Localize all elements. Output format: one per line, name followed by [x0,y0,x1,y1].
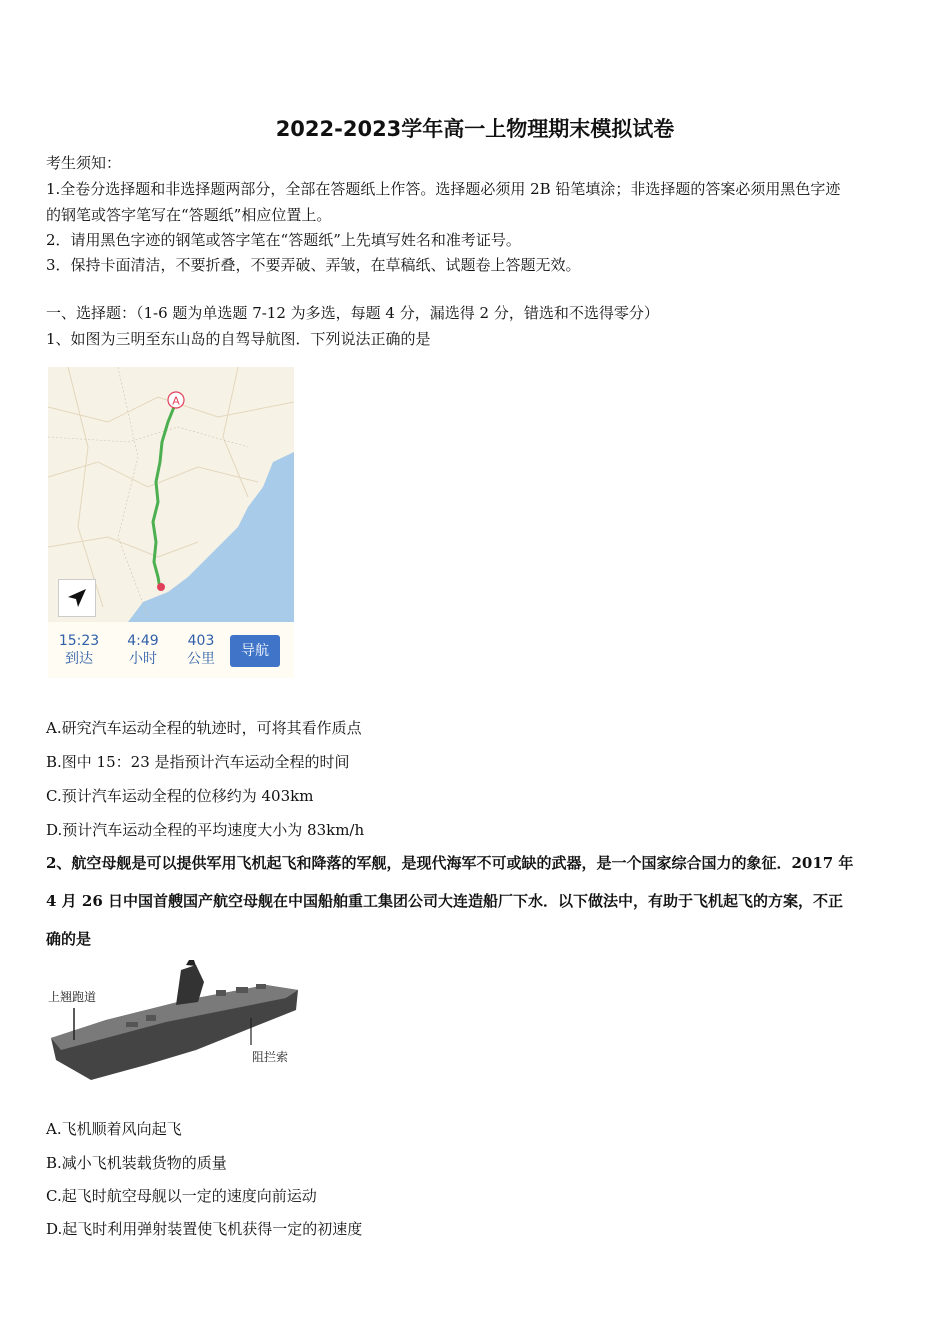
start-marker-label: A [172,394,180,408]
navigation-map [48,367,294,678]
navigation-arrow-icon [59,580,95,616]
q1-stem: 1、如图为三明至东山岛的自驾导航图．下列说法正确的是 [46,330,431,348]
distance-stat [176,632,226,668]
notice-item-1b: 的钢笔或答字笔写在“答题纸”相应位置上。 [46,206,332,224]
locate-button[interactable] [58,579,96,617]
notice-item-2: 2．请用黑色字迹的钢笔或答字笔在“答题纸”上先填写姓名和准考证号。 [46,231,521,249]
q2-option-a: A.飞机顺着风向起飞 [46,1120,182,1138]
duration-label: 小时 [129,651,157,667]
q2-option-b: B.减小飞机装载货物的质量 [46,1154,227,1172]
q2-stem-3: 确的是 [46,930,92,948]
label-arresting-cable: 阻拦索 [252,1050,289,1064]
arrival-label: 到达 [65,651,93,667]
section-heading: 一、选择题：（1-6 题为单选题 7-12 为多选，每题 4 分，漏选得 2 分，错选和不选得零分） [46,304,659,322]
duration-value: 4:49 [127,633,159,649]
notice-heading: 考生须知： [46,154,122,172]
arrival-stat [54,632,104,668]
q1-option-d: D.预计汽车运动全程的平均速度大小为 83km/h [46,821,365,839]
q2-option-c: C.起飞时航空母舰以一定的速度向前运动 [46,1187,317,1205]
q2-stem-1: 2、航空母舰是可以提供军用飞机起飞和降落的军舰，是现代海军不可或缺的武器，是一个国家综合国力的象征．2017 年 [46,854,854,872]
q1-option-a: A.研究汽车运动全程的轨迹时，可将其看作质点 [46,719,362,737]
distance-value: 403 [187,633,215,649]
notice-item-1a: 1.全卷分选择题和非选择题两部分，全部在答题纸上作答。选择题必须用 2B 铅笔填涂；非选择题的答案必须用黑色字迹 [46,180,841,198]
distance-label: 公里 [187,651,215,667]
aircraft-carrier-illustration [46,960,306,1090]
route-summary-bar [48,622,294,678]
q2-option-d: D.起飞时利用弹射装置使飞机获得一定的初速度 [46,1220,363,1238]
arrival-time: 15:23 [58,633,100,649]
q2-stem-2: 4 月 26 日中国首艘国产航空母舰在中国船舶重工集团公司大连造船厂下水．以下做法中，有助于飞机起飞的方案，不正 [46,892,843,910]
aircraft-carrier-figure [46,960,306,1090]
duration-stat [118,632,168,668]
notice-item-3: 3．保持卡面清洁，不要折叠，不要弄破、弄皱，在草稿纸、试题卷上答题无效。 [46,256,581,274]
exam-title: 2022-2023学年高一上物理期末模拟试卷 [275,117,675,141]
label-raised-runway: 上翘跑道 [48,990,97,1004]
q1-option-c: C.预计汽车运动全程的位移约为 403km [46,787,314,805]
navigate-button[interactable]: 导航 [230,635,280,667]
end-marker-icon [157,583,165,591]
q1-option-b: B.图中 15：23 是指预计汽车运动全程的时间 [46,753,350,771]
